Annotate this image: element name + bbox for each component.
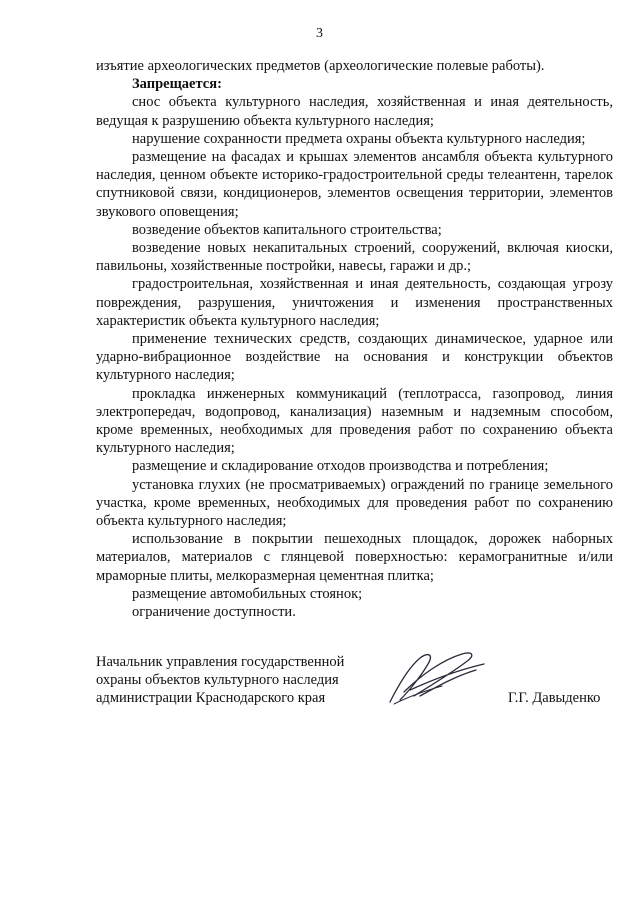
paragraph: применение технических средств, создающих динамическое, ударное или ударно-вибрационное воздействие на основания и конструкции объектов культурного наследия; xyxy=(96,331,613,384)
paragraph: размещение на фасадах и крышах элементов ансамбля объекта культурного наследия, ценном объекте историко-градостроительной среды телеантенн, тарелок спутниковой связи, кондиционеров, элементов освещения территории, элементов звукового оповещения; xyxy=(96,149,613,220)
signatory-name: Г.Г. Давыденко xyxy=(508,690,601,706)
signatory-position-line-1: Начальник управления государственной xyxy=(96,654,345,670)
paragraph: размещение автомобильных стоянок; xyxy=(132,585,363,602)
paragraph: ограничение доступности. xyxy=(132,604,296,621)
paragraph: изъятие археологических предметов (археологические полевые работы). xyxy=(96,58,545,74)
paragraph: снос объекта культурного наследия, хозяйственная и иная деятельность, ведущая к разрушению объекта культурного наследия; xyxy=(96,94,613,129)
paragraph: использование в покрытии пешеходных площадок, дорожек наборных материалов, материалов с глянцевой поверхностью: керамогранитные и/или мраморные плиты, мелкоразмерная цементная плитка; xyxy=(96,531,613,584)
signatory-position-line-2: охраны объектов культурного наследия xyxy=(96,672,339,689)
paragraph: градостроительная, хозяйственная и иная деятельность, создающая угрозу повреждения, разрушения, уничтожения и изменения пространственных характеристик объекта культурного наследия; xyxy=(96,276,613,329)
paragraph: установка глухих (не просматриваемых) ограждений по границе земельного участка, кроме временных, необходимых для проведения работ по сохранению объекта культурного наследия; xyxy=(96,476,613,530)
signatory-position xyxy=(96,653,344,708)
paragraph: нарушение сохранности предмета охраны объекта культурного наследия; xyxy=(132,130,586,147)
paragraph: прокладка инженерных коммуникаций (теплотрасса, газопровод, линия электропередач, водопровод, канализация) наземным и надземным способом, кроме временных, необходимых для проведения работ по сохранению объекта культурного наследия; xyxy=(96,385,613,457)
paragraph: возведение объектов капитального строительства; xyxy=(132,221,442,238)
paragraph: возведение новых некапитальных строений, сооружений, включая киоски, павильоны, хозяйственные постройки, навесы, гаражи и др.; xyxy=(96,240,613,275)
handwritten-signature xyxy=(380,646,490,708)
section-heading: Запрещается: xyxy=(132,76,222,93)
page-number: 3 xyxy=(316,26,323,41)
document-body xyxy=(96,57,613,621)
signatory-position-line-3: администрации Краснодарского края xyxy=(96,690,326,707)
paragraph: размещение и складирование отходов производства и потребления; xyxy=(132,458,549,475)
